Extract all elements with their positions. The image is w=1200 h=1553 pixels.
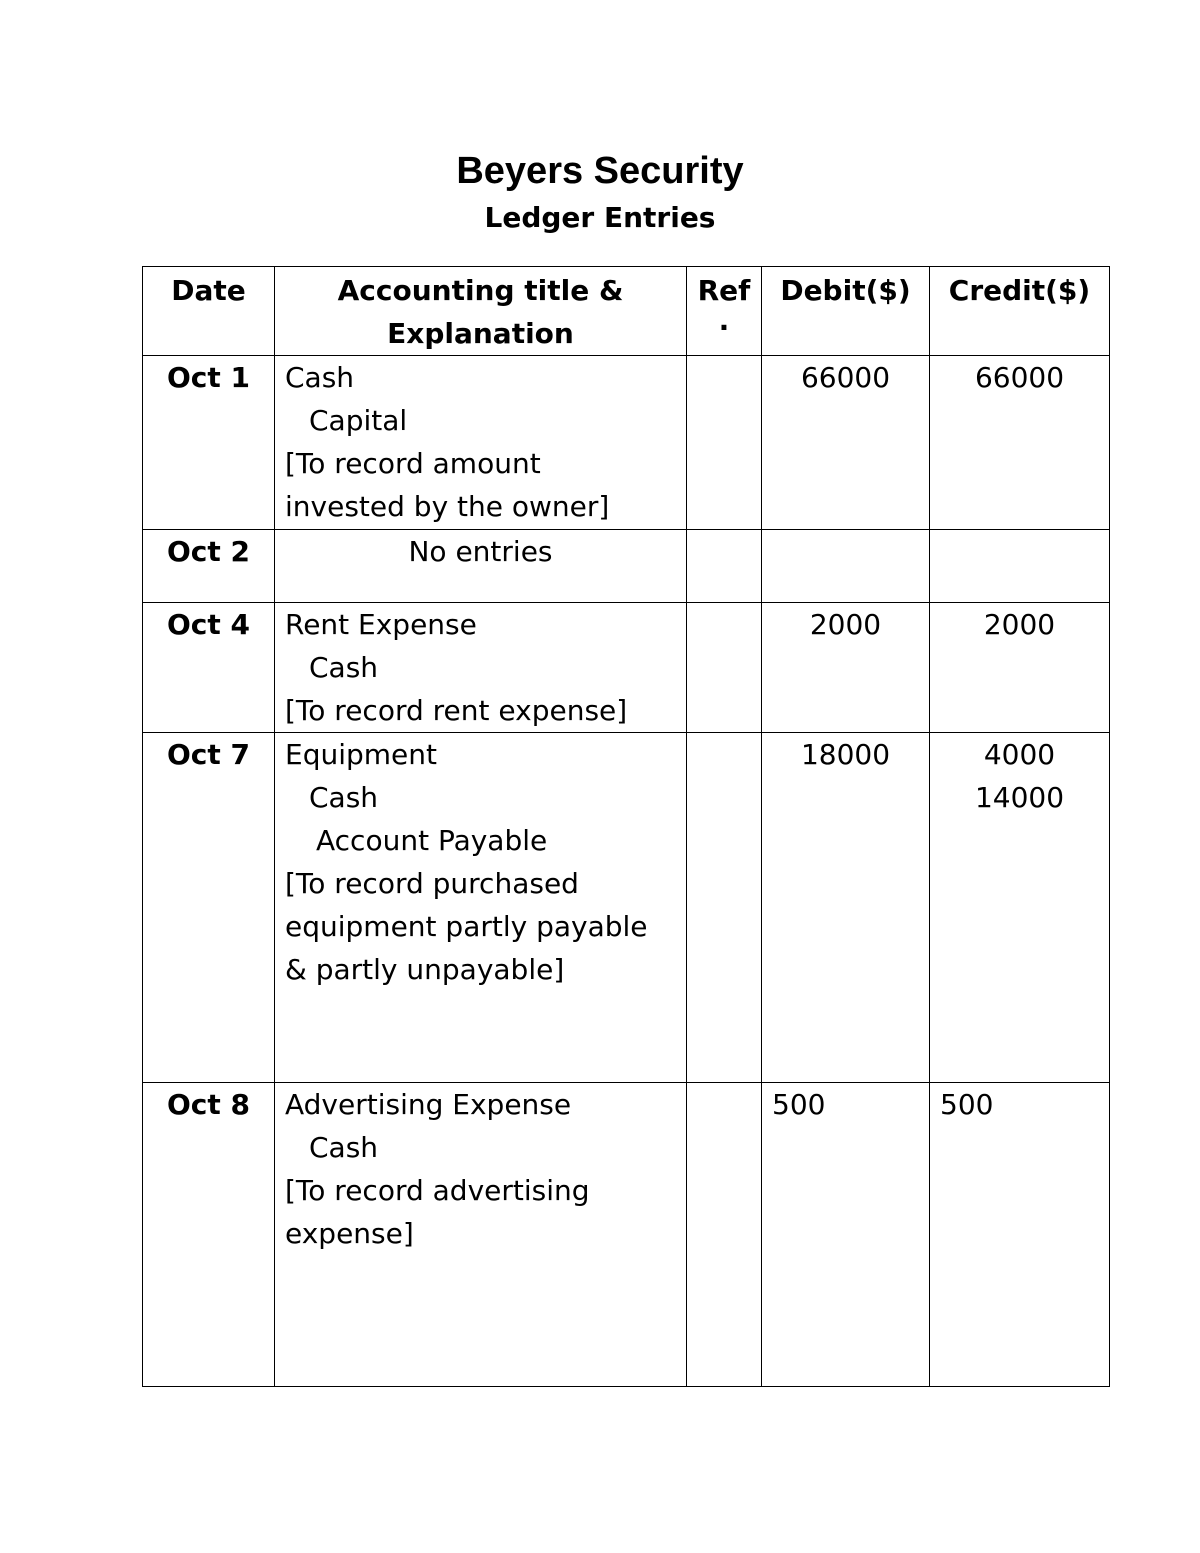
- credit-cell: [930, 1083, 1110, 1387]
- header-title-line1: Accounting title &: [337, 274, 624, 307]
- header-ref-line1: Ref: [697, 274, 751, 307]
- debit-cell: 18000: [762, 733, 930, 1083]
- ref-cell: [687, 356, 762, 530]
- header-title-line2: Explanation: [387, 317, 574, 350]
- credit-amount: 500: [940, 1088, 994, 1121]
- explanation-line: [To record rent expense]: [285, 694, 628, 727]
- account-debit-line: Cash: [285, 361, 355, 394]
- document-title: Beyers Security: [456, 150, 744, 192]
- credit-cell: [930, 530, 1110, 603]
- title-cell: [275, 1083, 687, 1387]
- account-debit-line: Rent Expense: [285, 608, 477, 641]
- table-row: [143, 603, 1110, 733]
- credit-amount: 66000: [974, 361, 1065, 394]
- title-cell: [275, 733, 687, 1083]
- header-title: [275, 267, 687, 356]
- credit-amount: 2000: [983, 608, 1056, 641]
- credit-cell: [930, 733, 1110, 1083]
- table-row: [143, 530, 1110, 603]
- header-date: Date: [143, 267, 275, 356]
- explanation-line: [To record amount: [285, 447, 541, 480]
- account-debit-line: Advertising Expense: [285, 1088, 572, 1121]
- explanation-line: [To record purchased: [285, 867, 579, 900]
- date-cell: Oct 1: [143, 356, 275, 530]
- account-credit-line: Account Payable: [316, 824, 548, 857]
- header-ref: [687, 267, 762, 356]
- title-cell: [275, 603, 687, 733]
- debit-cell: 2000: [762, 603, 930, 733]
- header-credit: Credit($): [930, 267, 1110, 356]
- account-credit-line: Cash: [309, 1131, 379, 1164]
- header-debit: Debit($): [762, 267, 930, 356]
- explanation-line: & partly unpayable]: [285, 953, 565, 986]
- debit-cell: [762, 530, 930, 603]
- no-entries-line: No entries: [408, 535, 553, 568]
- credit-amount: 4000: [983, 738, 1056, 771]
- explanation-line: equipment partly payable: [285, 910, 648, 943]
- date-cell: Oct 7: [143, 733, 275, 1083]
- header-ref-line2: .: [718, 304, 730, 337]
- ref-cell: [687, 530, 762, 603]
- table-row: [143, 356, 1110, 530]
- table-row: [143, 733, 1110, 1083]
- account-credit-line: Capital: [309, 404, 408, 437]
- date-cell: Oct 2: [143, 530, 275, 603]
- credit-amount: 14000: [974, 781, 1065, 814]
- debit-cell: 66000: [762, 356, 930, 530]
- ref-cell: [687, 1083, 762, 1387]
- ledger-table: [142, 266, 1110, 1387]
- explanation-line: expense]: [285, 1217, 414, 1250]
- date-cell: Oct 4: [143, 603, 275, 733]
- explanation-line: invested by the owner]: [285, 490, 610, 523]
- document-subtitle: Ledger Entries: [484, 201, 716, 234]
- title-cell: [275, 530, 687, 603]
- table-row: [143, 1083, 1110, 1387]
- ref-cell: [687, 603, 762, 733]
- account-debit-line: Equipment: [285, 738, 437, 771]
- credit-cell: [930, 603, 1110, 733]
- ref-cell: [687, 733, 762, 1083]
- account-credit-line: Cash: [309, 651, 379, 684]
- debit-cell: 500: [762, 1083, 930, 1387]
- credit-cell: [930, 356, 1110, 530]
- title-cell: [275, 356, 687, 530]
- account-credit-line: Cash: [309, 781, 379, 814]
- header-row: [143, 267, 1110, 356]
- explanation-line: [To record advertising: [285, 1174, 590, 1207]
- date-cell: Oct 8: [143, 1083, 275, 1387]
